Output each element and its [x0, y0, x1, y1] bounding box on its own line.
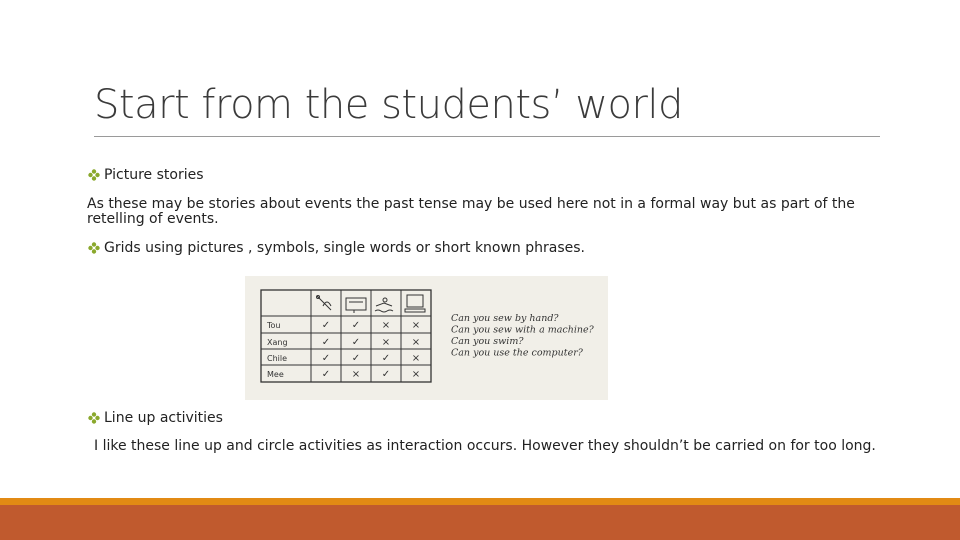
grid-mark: ×: [381, 337, 391, 348]
grid-row-name: Xang: [267, 338, 288, 347]
footer-accent-line: [0, 498, 960, 505]
survey-grid-image: [245, 276, 608, 400]
grid-mark: ×: [411, 369, 421, 380]
grid-mark: ×: [351, 369, 361, 380]
bullet-picture-stories: [87, 167, 204, 183]
grid-row-name: Chile: [267, 354, 288, 363]
diamond-bullet-icon: [87, 241, 101, 255]
bullet-label: Picture stories: [104, 167, 204, 183]
bullet-line-up: [87, 410, 223, 426]
grid-mark: ✓: [351, 353, 361, 364]
sewing-by-hand-icon: [317, 296, 332, 311]
bullet-grids: [87, 240, 585, 256]
grid-mark: ✓: [321, 353, 331, 364]
diamond-bullet-icon: [87, 411, 101, 425]
footer-band: [0, 505, 960, 540]
grid-mark: ✓: [321, 337, 331, 348]
grid-mark: ×: [411, 337, 421, 348]
survey-grid-drawing: [245, 276, 608, 400]
bullet-label: Grids using pictures , symbols, single words or short known phrases.: [104, 240, 586, 256]
stories-paragraph: [87, 197, 855, 227]
grid-questions: [451, 313, 595, 359]
stories-line-2: retelling of events.: [87, 211, 219, 227]
grid-question: Can you sew with a machine?: [451, 324, 594, 336]
bullet-label: Line up activities: [104, 410, 223, 426]
stories-line-1: As these may be stories about events the past tense may be used here not in a formal way but as part of the: [87, 196, 855, 212]
grid-row-name: Tou: [267, 321, 281, 330]
grid-mark: ✓: [321, 320, 331, 331]
grid-mark: ✓: [321, 369, 331, 380]
grid-row-names: [266, 321, 288, 379]
slide-title: Start from the students’ world: [94, 82, 683, 128]
grid-mark: ✓: [351, 337, 361, 348]
title-underline: [94, 136, 880, 137]
grid-question: Can you swim?: [451, 336, 524, 347]
swimming-icon: [375, 298, 393, 312]
grid-mark: ×: [411, 353, 421, 364]
diamond-bullet-icon: [87, 168, 101, 182]
line-up-paragraph: I like these line up and circle activities as interaction occurs. However they shouldn’t be carried on for too long.: [94, 438, 876, 454]
grid-mark: ×: [381, 320, 391, 331]
grid-mark: ✓: [381, 353, 391, 364]
grid-mark: ×: [411, 320, 421, 331]
grid-question: Can you use the computer?: [451, 347, 583, 359]
sewing-machine-icon: [346, 298, 366, 313]
grid-mark: ✓: [381, 369, 391, 380]
computer-icon: [405, 295, 425, 312]
grid-row-name: Mee: [267, 370, 284, 379]
grid-question: Can you sew by hand?: [451, 313, 559, 324]
grid-mark: ✓: [351, 320, 361, 331]
